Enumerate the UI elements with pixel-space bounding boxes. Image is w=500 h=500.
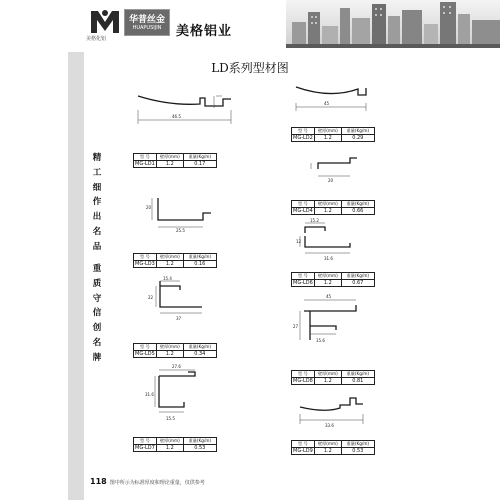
profile-ld4-shape (318, 158, 357, 169)
cell-thickness: 1.2 (314, 280, 341, 287)
dim-ld7-height: 31.6 (145, 392, 154, 397)
slogan-char: 出 (92, 212, 102, 223)
header-thickness: 壁厚(mm) (156, 438, 183, 445)
page-title: LD系列型材图 (211, 61, 289, 75)
header-model: 型 号 (292, 128, 315, 135)
cell-weight: 0.17 (183, 161, 216, 168)
cell-model: MG-LD4 (293, 208, 313, 214)
header-weight: 重量(Kg/m) (183, 154, 216, 161)
dim-ld9-width: 33.6 (325, 423, 334, 428)
dim-ld5-top: 15.4 (163, 276, 172, 281)
dim-ld8-height: 27 (293, 324, 299, 329)
cell-thickness: 1.2 (314, 135, 341, 142)
cell-model: MG-LD9 (293, 448, 313, 454)
cell-thickness: 1.2 (156, 351, 183, 358)
cell-model: MG-LD5 (135, 351, 155, 357)
spec-table-ld4 (291, 200, 375, 215)
header-model: 型 号 (134, 438, 157, 445)
header-weight: 重量(Kg/m) (183, 254, 216, 261)
header-model: 型 号 (134, 154, 157, 161)
profile-ld7-shape (159, 372, 195, 407)
slogan-char: 名 (92, 226, 102, 237)
header-weight: 重量(Kg/m) (341, 441, 374, 448)
dim-ld5-height: 22 (148, 295, 154, 300)
profile-ld8-shape (304, 305, 356, 340)
header-model: 型 号 (292, 201, 315, 208)
dim-ld8-inner: 15.6 (316, 338, 325, 343)
logo-subtitle: 美格化铝 (86, 36, 107, 42)
spec-table-ld5 (133, 343, 217, 358)
dim-ld6-top: 15.2 (310, 218, 319, 223)
slogan-char: 创 (92, 323, 102, 334)
slogan-char: 细 (92, 182, 102, 193)
cell-weight: 0.67 (341, 280, 374, 287)
cell-weight: 0.81 (341, 378, 374, 385)
slogan-char: 信 (92, 308, 102, 319)
dim-ld7-width: 15.5 (166, 416, 175, 421)
header-weight: 重量(Kg/m) (183, 344, 216, 351)
cell-thickness: 1.2 (314, 378, 341, 385)
header-thickness: 壁厚(mm) (156, 344, 183, 351)
brand-name-en: HUAPUSIJIN (132, 25, 162, 31)
cell-weight: 0.66 (341, 208, 374, 215)
profile-ld5-shape (160, 281, 202, 307)
cell-model: MG-LD6 (293, 280, 313, 286)
spec-table-ld3 (133, 253, 217, 268)
dim-ld3-width: 25.5 (176, 228, 185, 233)
spec-table-ld1 (133, 153, 217, 168)
cell-weight: 0.53 (341, 448, 374, 455)
dim-ld8-width: 45 (326, 294, 332, 299)
spec-table-ld7 (133, 437, 217, 452)
header-weight: 重量(Kg/m) (183, 438, 216, 445)
dim-ld6-height: 12 (296, 239, 302, 244)
cell-model: MG-LD7 (135, 445, 155, 451)
cell-thickness: 1.2 (314, 208, 341, 215)
profile-ld3-shape (158, 198, 211, 220)
dim-ld1-width: 46.5 (172, 114, 181, 119)
header-thickness: 壁厚(mm) (314, 371, 341, 378)
dim-ld3-height: 20 (146, 205, 152, 210)
spec-table-ld8 (291, 370, 375, 385)
cell-model: MG-LD8 (293, 378, 313, 384)
header-model: 型 号 (134, 344, 157, 351)
cell-thickness: 1.2 (314, 448, 341, 455)
spec-table-ld2 (291, 127, 375, 142)
slogan-char: 守 (92, 293, 102, 304)
cell-thickness: 1.2 (156, 445, 183, 452)
slogan-char: 质 (92, 278, 102, 289)
cell-thickness: 1.2 (156, 261, 183, 268)
header-thickness: 壁厚(mm) (156, 254, 183, 261)
cell-weight: 0.34 (183, 351, 216, 358)
header-thickness: 壁厚(mm) (314, 273, 341, 280)
slogan-char: 重 (92, 264, 102, 274)
header-weight: 重量(Kg/m) (341, 201, 374, 208)
cell-model: MG-LD2 (293, 135, 313, 141)
header-model: 型 号 (134, 254, 157, 261)
cell-weight: 0.29 (341, 135, 374, 142)
dim-ld5-width: 37 (176, 316, 182, 321)
profile-ld2-shape (296, 87, 366, 95)
slogan-char: 名 (92, 337, 102, 348)
header-thickness: 壁厚(mm) (314, 441, 341, 448)
slogan-char: 工 (92, 167, 102, 178)
footer-note: 图中所示为标准厚度和理论重量，仅供参考 (109, 480, 205, 486)
company-name: 美格铝业 (176, 24, 233, 39)
profile-ld1-shape (138, 96, 231, 106)
header-weight: 重量(Kg/m) (341, 371, 374, 378)
slogan-char: 牌 (92, 352, 102, 363)
page-number: 118 (90, 477, 107, 486)
header-thickness: 壁厚(mm) (156, 154, 183, 161)
dim-ld6-width: 31.6 (324, 256, 333, 261)
header-thickness: 壁厚(mm) (314, 201, 341, 208)
cell-weight: 0.16 (183, 261, 216, 268)
slogan-char: 品 (92, 241, 102, 252)
dim-ld7-top: 27.6 (172, 364, 181, 369)
profile-ld6-shape (305, 227, 350, 247)
spec-table-ld9 (291, 440, 375, 455)
cell-model: MG-LD3 (135, 261, 155, 267)
cell-thickness: 1.2 (156, 161, 183, 168)
dim-ld4-width: 20 (328, 178, 334, 183)
header-model: 型 号 (292, 273, 315, 280)
profile-ld9-shape (300, 398, 363, 410)
cell-weight: 0.53 (183, 445, 216, 452)
brand-name-cn: 华普丝金 (128, 15, 165, 25)
spec-table-ld6 (291, 272, 375, 287)
page-footer (90, 477, 205, 486)
header-model: 型 号 (292, 441, 315, 448)
header-weight: 重量(Kg/m) (341, 273, 374, 280)
cell-model: MG-LD1 (135, 161, 155, 167)
header-thickness: 壁厚(mm) (314, 128, 341, 135)
header-weight: 重量(Kg/m) (341, 128, 374, 135)
slogan-char: 精 (92, 153, 102, 163)
header-model: 型 号 (292, 371, 315, 378)
dim-ld2-width: 45 (324, 101, 330, 106)
slogan-char: 作 (92, 197, 102, 208)
